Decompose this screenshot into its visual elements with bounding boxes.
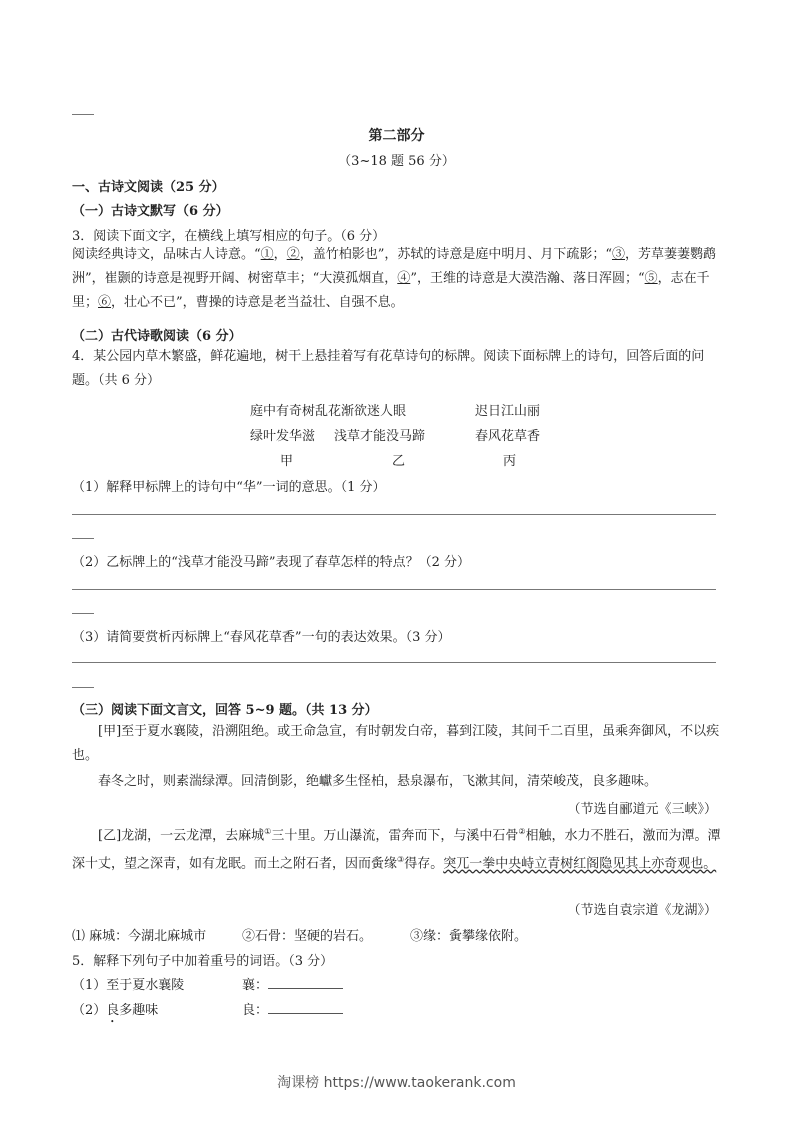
sign-text: 迟日江山丽 [475,404,541,419]
question-5-stem: 5．解释下列句子中加着重号的词语。（3 分） [72,954,334,969]
answer-line-end [72,687,94,688]
answer-blank[interactable] [268,976,343,989]
subsection-heading: （三）阅读下面文言文，回答 5~9 题。（共 13 分） [72,703,378,718]
question-5-1-answer: 襄： [242,974,343,993]
source-jia: （节选自郦道元《三峡》） [567,802,717,817]
answer-line-end [72,538,94,539]
sign-text: 浅草才能没马蹄 [334,429,426,444]
blank-2: ② [286,247,300,262]
wavy-underlined-sentence: 突兀一拳中央峙立青树红阁隐见其上亦奇观也。 [443,856,717,872]
footnote: ②石骨：坚硬的岩石。 [242,929,373,944]
top-rule [72,114,94,115]
blank-6: ⑥ [98,295,112,310]
footnote-marker: ① [264,827,272,836]
question-5-2-answer: 良： [242,999,343,1018]
part-title: 第二部分 [368,128,425,144]
sign-label-jia: 甲 [280,454,294,469]
emphasized-word: 良 [106,1003,120,1018]
blank-5: ⑤ [644,271,658,286]
passage-jia-2: 春冬之时，则素湍绿潭。回清倒影，绝巘多生怪柏，悬泉瀑布，飞漱其间，清荣峻茂，良多趣味。 [98,774,658,789]
section-heading: 一、古诗文阅读（25 分） [72,180,225,195]
part-subtitle: （3~18 题 56 分） [338,154,455,169]
question-4-2: （2）乙标牌上的“浅草才能没马蹄”表现了春草怎样的特点？（2 分） [72,555,470,570]
sign-label-bing: 丙 [503,454,517,469]
source-yi: （节选自袁宗道《龙湖》） [567,903,717,918]
question-3-passage: 阅读经典诗文，品味古人诗意。“①，②，盖竹柏影也”，苏轼的诗意是庭中明月、月下疏影；“③，芳草萋萋鹦鹉洲”，崔颢的诗意是视野开阔、树密草丰；“大漠孤烟直，④”，王维的诗意是大漠浩瀚、落日浑圆；“⑤，志在千里；⑥，壮心不已”，曹操的诗意是老当益壮、自强不息。 [72,247,717,310]
blank-3: ③ [612,247,626,262]
question-3-stem: 3．阅读下面文字，在横线上填写相应的句子。（6 分） [72,229,386,244]
question-5-1: （1）至于夏水襄陵 [72,978,185,993]
answer-line-end [72,613,94,614]
question-4-stem: 4．某公园内草木繁盛，鲜花遍地，树干上悬挂着写有花草诗句的标牌。阅读下面标牌上的诗句，回答后面的问题。（共 6 分） [72,349,705,388]
sign-text: 绿叶发华滋 [250,429,316,444]
question-4-1: （1）解释甲标牌上的诗句中“华”一词的意思。（1 分） [72,480,386,495]
blank-4: ④ [397,271,411,286]
subsection-heading: （二）古代诗歌阅读（6 分） [72,329,242,344]
answer-blank[interactable] [268,1001,343,1014]
footnote: ③缘：夤攀缘依附。 [410,929,528,944]
question-4-3: （3）请简要赏析丙标牌上“春风花草香”一句的表达效果。（3 分） [72,630,451,645]
footnote-marker: ③ [397,855,405,865]
question-5-2: （2）良多趣味 [72,1003,159,1018]
footer-watermark: 淘课榜 https://www.taokerank.com [277,1075,516,1091]
footnote: ⑴ 麻城：今湖北麻城市 [72,929,207,944]
sign-text: 春风花草香 [475,429,541,444]
footnote-marker: ② [518,827,526,836]
blank-1: ① [260,247,274,262]
sign-label-yi: 乙 [392,454,406,469]
subsection-heading: （一）古诗文默写（6 分） [72,204,229,219]
answer-line[interactable] [72,589,716,590]
passage-jia-1: [甲]至于夏水襄陵，沿溯阻绝。或王命急宣，有时朝发白帝，暮到江陵，其间千二百里，虽乘奔御风，不以疾也。 [72,724,720,763]
sign-text: 庭中有奇树乱花渐欲迷人眼 [250,404,407,419]
passage-yi: [乙]龙湖，一云龙潭，去麻城①三十里。万山瀑流，雷奔而下，与溪中石骨②相触，水力不胜石，激而为潭。潭深十丈，望之深青，如有龙眠。而土之附石者，因而夤缘③得存。突兀一拳中央峙立青树红阁隐见其上亦奇观也。 [72,827,721,872]
passage-text: 阅读经典诗文，品味古人诗意。“ [72,247,261,262]
answer-line[interactable] [72,514,716,515]
answer-line[interactable] [72,662,716,663]
